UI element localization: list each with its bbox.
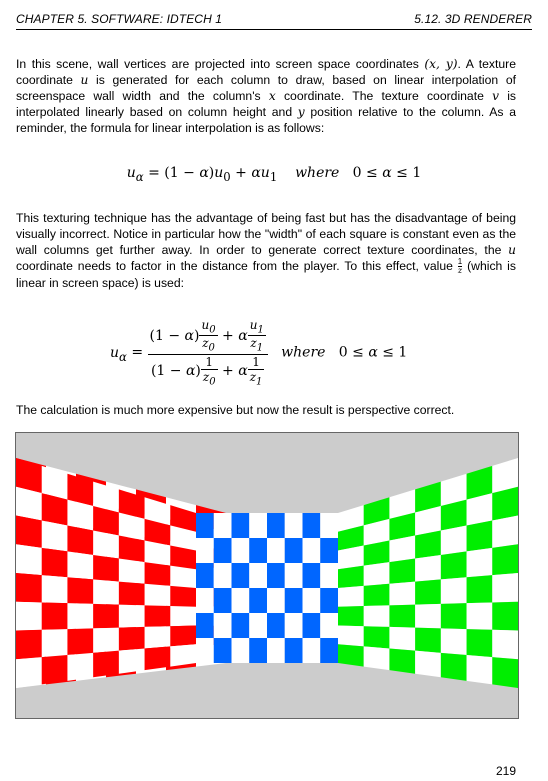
left-wall-tile — [42, 655, 68, 684]
right-wall-tile — [338, 566, 364, 588]
center-wall-tile — [285, 563, 303, 588]
right-wall-tile — [389, 582, 415, 606]
right-wall-tile — [467, 602, 493, 629]
right-wall-tile — [415, 555, 441, 582]
center-wall-tile — [232, 538, 250, 563]
right-wall-tile — [467, 521, 493, 552]
left-wall-tile — [93, 604, 119, 628]
left-wall-tile — [93, 651, 119, 678]
center-wall-tile — [320, 588, 338, 613]
center-wall-tile — [214, 638, 232, 663]
right-wall-tile — [467, 575, 493, 603]
left-wall-tile — [93, 579, 119, 604]
paragraph-1: In this scene, wall vertices are projected into screen space coordinates (x, y). A texture coordinate u is generated for each column to draw, based on linear interpolation of screenspace wall width and the column's x coordinate. The texture coordinate v is interpolated linearly based on column height and y position relative to the column. As a reminder, the formula for linear interpolation is as follows: — [16, 57, 517, 135]
chapter-title: CHAPTER 5. SOFTWARE: IDTECH 1 — [16, 12, 223, 26]
right-wall-tile — [441, 653, 467, 681]
center-wall-tile — [249, 513, 267, 538]
page-number: 219 — [495, 764, 516, 778]
left-wall-tile — [67, 526, 93, 555]
left-wall-tile — [119, 605, 145, 628]
center-wall-tile — [249, 588, 267, 613]
center-wall-tile — [320, 563, 338, 588]
center-wall-tile — [267, 538, 285, 563]
center-wall-tile — [303, 588, 321, 613]
left-wall-tile — [42, 521, 68, 552]
right-wall-tile — [492, 516, 518, 548]
paragraph-2: This texturing technique has the advantage of being fast but has the disadvantage of being visually incorrect. Notice in particular how the "width" of each square is constant even as the wall columns get further away. In order to generate correct texture coordinates, the u coordinate needs to factor in the distance from the player. To this effect, value $\frac{1}{z}$ (which is linear in screen space) is used: — [16, 211, 516, 291]
left-wall-tile — [67, 603, 93, 629]
right-wall-tile — [415, 579, 441, 604]
center-wall-tile — [232, 588, 250, 613]
center-wall-tile — [303, 513, 321, 538]
left-wall-tile — [145, 584, 171, 606]
right-wall-tile — [415, 604, 441, 628]
right-wall-tile — [467, 548, 493, 577]
center-wall-tile — [303, 563, 321, 588]
left-wall-tile — [145, 562, 171, 586]
center-wall-tile — [196, 538, 214, 563]
center-wall-tile — [249, 638, 267, 663]
left-wall-tile — [119, 627, 145, 651]
left-wall-tile — [16, 630, 42, 659]
right-wall-tile — [467, 655, 493, 684]
left-wall-tile — [16, 544, 42, 575]
right-wall-tile — [415, 651, 441, 678]
right-wall-tile — [338, 644, 364, 666]
right-wall-tile — [492, 657, 518, 688]
center-wall-tile — [232, 563, 250, 588]
right-wall-tile — [389, 605, 415, 628]
center-wall-tile — [249, 613, 267, 638]
center-wall-tile — [196, 588, 214, 613]
left-wall-tile — [93, 555, 119, 582]
center-wall-tile — [267, 513, 285, 538]
right-wall-tile — [492, 544, 518, 575]
center-wall-tile — [285, 538, 303, 563]
right-wall-tile — [389, 627, 415, 651]
right-wall-tile — [364, 646, 390, 670]
right-wall-tile — [441, 577, 467, 604]
center-wall-tile — [285, 588, 303, 613]
center-wall-tile — [232, 513, 250, 538]
center-wall-tile — [214, 588, 232, 613]
left-wall-tile — [42, 629, 68, 657]
left-wall-tile — [170, 566, 196, 588]
left-wall-tile — [119, 559, 145, 584]
center-wall-tile — [285, 613, 303, 638]
center-wall-tile — [196, 638, 214, 663]
right-wall-tile — [338, 606, 364, 626]
right-wall-tile — [492, 630, 518, 659]
perspective-correct-equation: $u_\alpha$ = (1 − α) $\frac{u_0}{z_0}$ + α $\frac{u_1}{z_1}$ (1 − α) $\frac{1}{z_0}$ + α $\frac{1}{z_1}$ where 0 ≤ α ≤ 1 — [110, 318, 408, 388]
center-wall-tile — [249, 563, 267, 588]
right-wall-tile — [389, 559, 415, 584]
right-wall-tile — [389, 649, 415, 674]
left-wall-tile — [67, 628, 93, 655]
running-header — [16, 8, 532, 28]
right-wall-tile — [415, 628, 441, 653]
right-wall-tile — [441, 603, 467, 629]
right-wall-tile — [364, 605, 390, 627]
left-wall-tile — [16, 657, 42, 688]
center-wall-tile — [320, 613, 338, 638]
center-wall-tile — [320, 538, 338, 563]
center-wall-tile — [214, 538, 232, 563]
left-wall-tile — [67, 551, 93, 579]
center-wall-tile — [303, 613, 321, 638]
left-wall-tile — [67, 653, 93, 681]
center-wall-tile — [214, 513, 232, 538]
center-wall-tile — [214, 613, 232, 638]
center-wall-tile — [232, 638, 250, 663]
right-wall-tile — [441, 628, 467, 655]
left-wall-tile — [67, 577, 93, 604]
perspective-textured-room-render — [15, 432, 519, 719]
paragraph-3: The calculation is much more expensive but now the result is perspective correct. — [16, 403, 455, 417]
center-wall-tile — [320, 513, 338, 538]
left-wall-tile — [42, 548, 68, 577]
right-wall-tile — [364, 626, 390, 648]
center-wall-tile — [267, 588, 285, 613]
center-wall-tile — [285, 638, 303, 663]
right-wall-tile — [338, 586, 364, 607]
center-wall-tile — [303, 538, 321, 563]
left-wall-tile — [170, 586, 196, 607]
right-wall-tile — [441, 526, 467, 555]
right-wall-tile — [364, 584, 390, 606]
right-wall-tile — [492, 602, 518, 631]
left-wall-tile — [145, 626, 171, 648]
left-wall-tile — [145, 646, 171, 670]
center-wall-tile — [196, 563, 214, 588]
center-wall-tile — [214, 563, 232, 588]
left-wall-tile — [170, 626, 196, 647]
left-wall-tile — [16, 602, 42, 631]
center-wall-tile — [196, 513, 214, 538]
left-wall-tile — [16, 516, 42, 548]
right-wall-tile — [467, 629, 493, 657]
right-wall-tile — [492, 573, 518, 602]
left-wall-tile — [42, 575, 68, 603]
center-wall-tile — [249, 538, 267, 563]
left-wall-tile — [119, 582, 145, 606]
right-wall-tile — [364, 562, 390, 586]
left-wall-tile — [119, 649, 145, 674]
right-wall-tile — [441, 551, 467, 579]
left-wall-tile — [42, 602, 68, 629]
linear-interpolation-equation: $u_\alpha = (1 - \alpha)u_0 + \alpha u_1$ where 0 ≤ α ≤ 1 — [126, 165, 422, 184]
center-wall-tile — [303, 638, 321, 663]
section-title: 5.12. 3D RENDERER — [414, 12, 532, 26]
center-wall-tile — [267, 638, 285, 663]
center-wall-tile — [232, 613, 250, 638]
left-wall-tile — [145, 605, 171, 627]
header-rule — [16, 29, 532, 30]
left-wall-tile — [93, 628, 119, 653]
center-wall-tile — [267, 613, 285, 638]
room-render-svg — [16, 433, 518, 718]
center-wall-tile — [320, 638, 338, 663]
left-wall-tile — [170, 606, 196, 626]
center-wall-tile — [196, 613, 214, 638]
center-wall-tile — [267, 563, 285, 588]
right-wall-tile — [338, 626, 364, 647]
center-wall-tile — [285, 513, 303, 538]
left-wall-tile — [16, 573, 42, 602]
left-wall-tile — [170, 644, 196, 666]
